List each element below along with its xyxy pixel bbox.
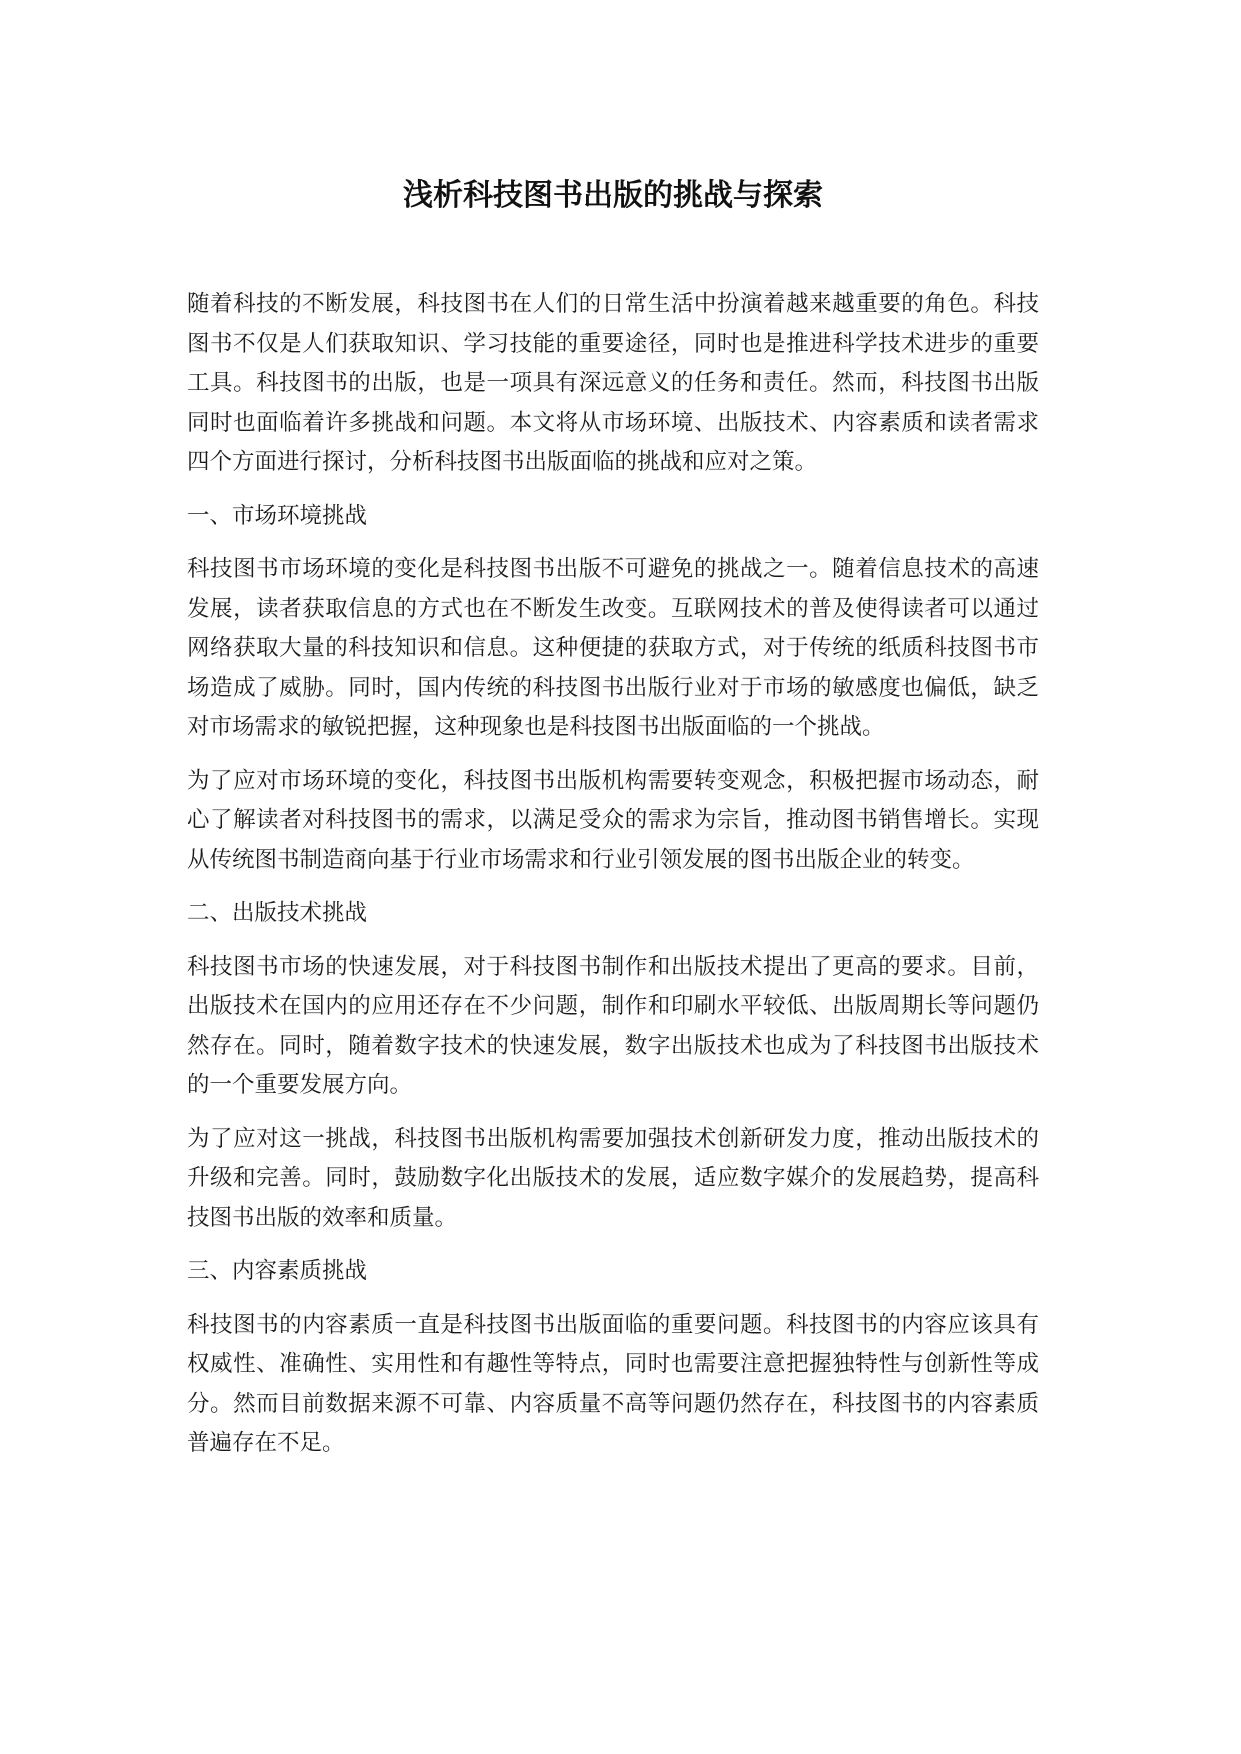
technology-paragraph-2: 为了应对这一挑战，科技图书出版机构需要加强技术创新研发力度，推动出版技术的升级和完善。同时，鼓励数字化出版技术的发展，适应数字媒介的发展趋势，提高科技图书出版的效率和质量。: [187, 1125, 1039, 1231]
section-heading-content: 三、内容素质挑战: [187, 1258, 368, 1284]
section-heading-market: 一、市场环境挑战: [187, 502, 368, 529]
technology-paragraph-1: 科技图书市场的快速发展，对于科技图书制作和出版技术提出了更高的要求。目前，出版技术在国内的应用还存在不少问题，制作和印刷水平较低、出版周期长等问题仍然存在。同时，随着数字技术的快速发展，数字出版技术也成为了科技图书出版技术的一个重要发展方向。: [187, 953, 1039, 1098]
section-heading-technology: 二、出版技术挑战: [187, 900, 368, 926]
market-paragraph-1: 科技图书市场环境的变化是科技图书出版不可避免的挑战之一。随着信息技术的高速发展，读者获取信息的方式也在不断发生改变。互联网技术的普及使得读者可以通过网络获取大量的科技知识和信息。这种便捷的获取方式，对于传统的纸质科技图书市场造成了威胁。同时，国内传统的科技图书出版行业对于市场的敏感度也偏低，缺乏对市场需求的敏锐把握，这种现象也是科技图书出版面临的一个挑战。: [187, 556, 1039, 740]
content-paragraph-1: 科技图书的内容素质一直是科技图书出版面临的重要问题。科技图书的内容应该具有权威性、准确性、实用性和有趣性等特点，同时也需要注意把握独特性与创新性等成分。然而目前数据来源不可靠、内容质量不高等问题仍然存在，科技图书的内容素质普遍存在不足。: [187, 1311, 1039, 1456]
document-body: [187, 170, 1039, 1478]
intro-paragraph: 随着科技的不断发展，科技图书在人们的日常生活中扮演着越来越重要的角色。科技图书不仅是人们获取知识、学习技能的重要途径，同时也是推进科学技术进步的重要工具。科技图书的出版，也是一项具有深远意义的任务和责任。然而，科技图书出版同时也面临着许多挑战和问题。本文将从市场环境、出版技术、内容素质和读者需求四个方面进行探讨，分析科技图书出版面临的挑战和应对之策。: [187, 291, 1039, 475]
document-title: 浅析科技图书出版的挑战与探索: [403, 178, 823, 213]
market-paragraph-2: 为了应对市场环境的变化，科技图书出版机构需要转变观念，积极把握市场动态，耐心了解读者对科技图书的需求，以满足受众的需求为宗旨，推动图书销售增长。实现从传统图书制造商向基于行业市场需求和行业引领发展的图书出版企业的转变。: [187, 767, 1039, 873]
